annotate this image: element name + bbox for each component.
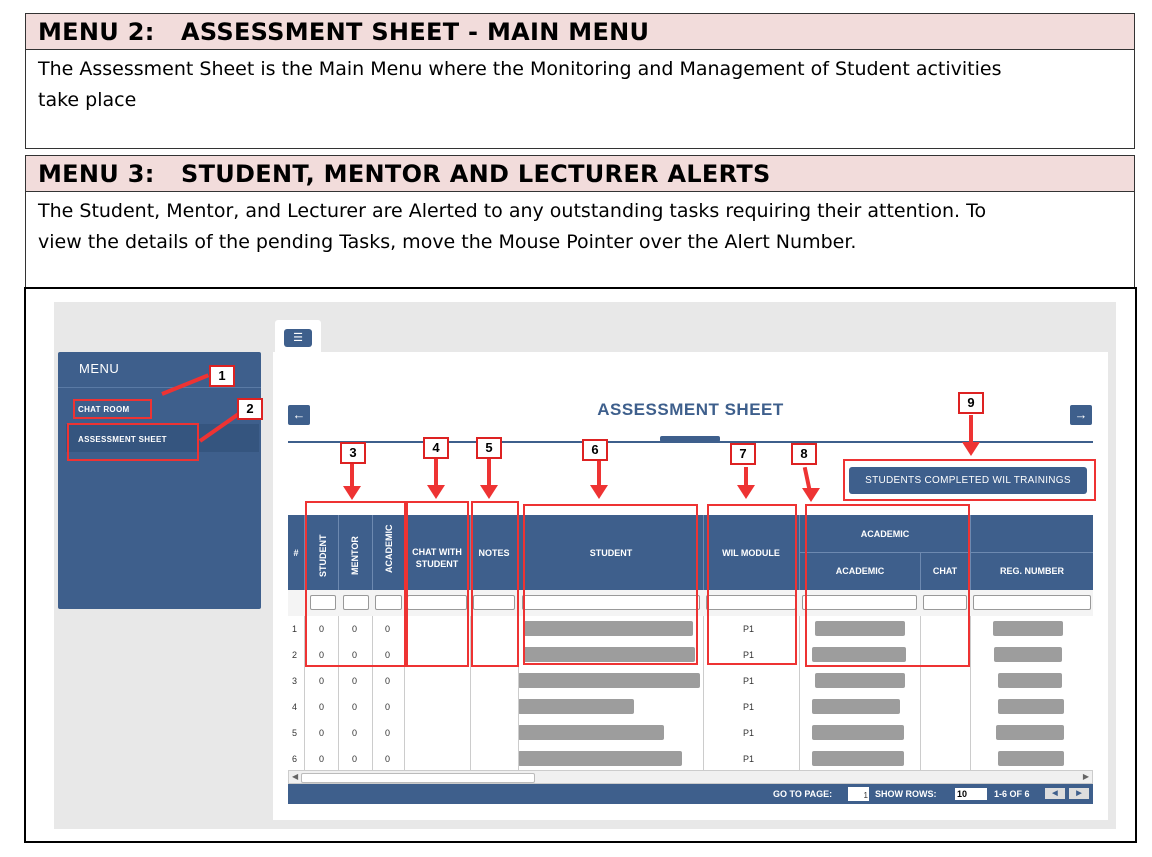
student-alert-count[interactable]: 0 (319, 676, 325, 686)
col-hash: # (293, 548, 299, 558)
sidebar-menu (58, 352, 261, 609)
student-alert-count[interactable]: 0 (319, 624, 325, 634)
rows-range: 1-6 OF 6 (994, 789, 1030, 799)
wil-module-value: P1 (743, 624, 755, 634)
mentor-alert-count[interactable]: 0 (352, 676, 358, 686)
callout-7: 7 (730, 443, 756, 465)
go-to-page-label: GO TO PAGE: (773, 789, 833, 799)
student-alert-count[interactable]: 0 (319, 728, 325, 738)
wil-module-value: P1 (743, 754, 755, 764)
row-number: 6 (292, 754, 298, 764)
menu3-title: STUDENT, MENTOR AND LECTURER ALERTS (181, 160, 771, 188)
row-number: 2 (292, 650, 298, 660)
row-number: 1 (292, 624, 298, 634)
col-chat: CHAT (932, 566, 958, 576)
col-student: STUDENT (589, 548, 633, 558)
student-alert-count[interactable]: 0 (319, 754, 325, 764)
row-number: 3 (292, 676, 298, 686)
sidebar-item-assessment-sheet[interactable]: ASSESSMENT SHEET (78, 435, 167, 444)
callout-arrow (744, 467, 748, 486)
callout-arrowhead (427, 485, 445, 499)
grid-line (799, 616, 800, 772)
highlight-student-column (523, 504, 698, 665)
highlight-wil-column (707, 504, 797, 665)
academic-alert-count[interactable]: 0 (385, 754, 391, 764)
next-arrow-button[interactable]: → (1070, 405, 1092, 425)
col-academic-group: ACADEMIC (860, 529, 910, 539)
table-row[interactable] (288, 746, 1093, 773)
student-name-redacted (518, 751, 682, 766)
academic-name-redacted (812, 725, 904, 740)
menu2-text-line2: take place (38, 89, 137, 111)
wil-module-value: P1 (743, 650, 755, 660)
callout-4: 4 (423, 437, 449, 459)
mentor-alert-count[interactable]: 0 (352, 624, 358, 634)
go-to-page-input[interactable]: 1 (848, 787, 869, 801)
row-number: 4 (292, 702, 298, 712)
highlight-alert-columns (305, 501, 406, 667)
menu3-text-line2: view the details of the pending Tasks, move the Mouse Pointer over the Alert Number. (38, 231, 857, 253)
horizontal-scrollbar[interactable] (288, 770, 1093, 784)
scroll-thumb[interactable] (301, 773, 535, 783)
callout-3: 3 (340, 442, 366, 464)
academic-alert-count[interactable]: 0 (385, 624, 391, 634)
header-divider (970, 515, 971, 590)
list-icon[interactable]: ☰ (284, 329, 312, 347)
callout-arrow (597, 461, 601, 486)
reg-number-redacted (998, 751, 1064, 766)
show-rows-select[interactable]: 10 (955, 788, 987, 800)
callout-arrow (434, 457, 438, 486)
menu2-heading (26, 14, 1134, 50)
table-footer (288, 784, 1093, 804)
highlight-notes-column (471, 501, 519, 667)
filter-reg-number[interactable] (973, 595, 1091, 610)
academic-alert-count[interactable]: 0 (385, 702, 391, 712)
col-mentor-alert: MENTOR (350, 536, 360, 575)
next-page-icon[interactable]: ▶ (1069, 788, 1089, 799)
students-completed-button[interactable]: STUDENTS COMPLETED WIL TRAININGS (849, 467, 1087, 494)
col-academic: ACADEMIC (835, 566, 885, 576)
prev-page-icon[interactable]: ◀ (1045, 788, 1065, 799)
sidebar-divider (58, 387, 261, 388)
menu2-text-line1: The Assessment Sheet is the Main Menu where the Monitoring and Management of Student activities (38, 58, 1002, 80)
table-row[interactable] (288, 694, 1093, 721)
wil-module-value: P1 (743, 702, 755, 712)
highlight-completed-button (843, 459, 1096, 501)
col-wil-module: WIL MODULE (722, 548, 780, 558)
callout-arrow (969, 415, 973, 443)
academic-name-redacted (815, 673, 905, 688)
mentor-alert-count[interactable]: 0 (352, 650, 358, 660)
menu2-section (25, 13, 1135, 149)
table-row[interactable] (288, 668, 1093, 695)
student-alert-count[interactable]: 0 (319, 650, 325, 660)
grid-line (970, 616, 971, 772)
col-academic-alert: ACADEMIC (384, 524, 394, 573)
academic-alert-count[interactable]: 0 (385, 650, 391, 660)
reg-number-redacted (998, 699, 1064, 714)
header-divider (703, 515, 704, 590)
callout-1: 1 (209, 365, 235, 387)
menu2-label: MENU 2: (38, 18, 155, 46)
callout-8: 8 (791, 443, 817, 465)
menu3-text-line1: The Student, Mentor, and Lecturer are Alerted to any outstanding tasks requiring their attention. To (38, 200, 987, 222)
col-chat-with-student: CHAT WITH STUDENT (412, 547, 462, 569)
student-alert-count[interactable]: 0 (319, 702, 325, 712)
menu2-text (26, 50, 1134, 116)
wil-module-value: P1 (743, 676, 755, 686)
grid-line (703, 616, 704, 772)
col-notes: NOTES (478, 548, 510, 558)
reg-number-redacted (993, 621, 1063, 636)
callout-arrow (350, 463, 354, 487)
callout-arrowhead (480, 485, 498, 499)
tab-header (275, 320, 321, 352)
callout-arrowhead (590, 485, 608, 499)
callout-9: 9 (958, 392, 984, 414)
sheet-title: ASSESSMENT SHEET (597, 400, 784, 419)
highlight-chat-room (73, 399, 152, 419)
highlight-assessment-sheet (67, 423, 199, 461)
col-reg-number: REG. NUMBER (999, 566, 1064, 576)
callout-arrowhead (343, 486, 361, 500)
callout-6: 6 (582, 439, 608, 461)
screenshot-frame (24, 287, 1137, 843)
academic-alert-count[interactable]: 0 (385, 676, 391, 686)
menu3-section (25, 155, 1135, 288)
academic-alert-count[interactable]: 0 (385, 728, 391, 738)
scroll-left-icon[interactable]: ◀ (292, 772, 299, 781)
student-name-redacted (518, 725, 664, 740)
title-marker (660, 436, 720, 442)
row-number: 5 (292, 728, 298, 738)
menu3-label: MENU 3: (38, 160, 155, 188)
reg-number-redacted (994, 647, 1062, 662)
mentor-alert-count[interactable]: 0 (352, 728, 358, 738)
callout-5: 5 (476, 437, 502, 459)
wil-module-value: P1 (743, 728, 755, 738)
sidebar-item-chat-room[interactable]: CHAT ROOM (78, 405, 130, 414)
callout-arrowhead (802, 488, 820, 502)
highlight-chat-column (406, 501, 469, 667)
reg-number-redacted (996, 725, 1064, 740)
student-name-redacted (518, 673, 700, 688)
academic-name-redacted (812, 699, 900, 714)
callout-arrowhead (962, 442, 980, 456)
menu3-text (26, 192, 1134, 258)
callout-arrowhead (737, 485, 755, 499)
mentor-alert-count[interactable]: 0 (352, 754, 358, 764)
reg-number-redacted (998, 673, 1062, 688)
callout-2: 2 (237, 398, 263, 420)
menu3-heading (26, 156, 1134, 192)
sidebar-title: MENU (79, 361, 120, 376)
prev-arrow-button[interactable]: ← (288, 405, 310, 425)
mentor-alert-count[interactable]: 0 (352, 702, 358, 712)
callout-arrow (487, 457, 491, 486)
table-row[interactable] (288, 720, 1093, 747)
student-name-redacted (518, 699, 634, 714)
scroll-right-icon[interactable]: ▶ (1082, 772, 1089, 781)
col-student-alert: STUDENT (318, 534, 328, 577)
show-rows-label: SHOW ROWS: (875, 789, 937, 799)
menu2-title: ASSESSMENT SHEET - MAIN MENU (181, 18, 650, 46)
academic-name-redacted (812, 751, 904, 766)
highlight-academic-columns (805, 504, 970, 667)
